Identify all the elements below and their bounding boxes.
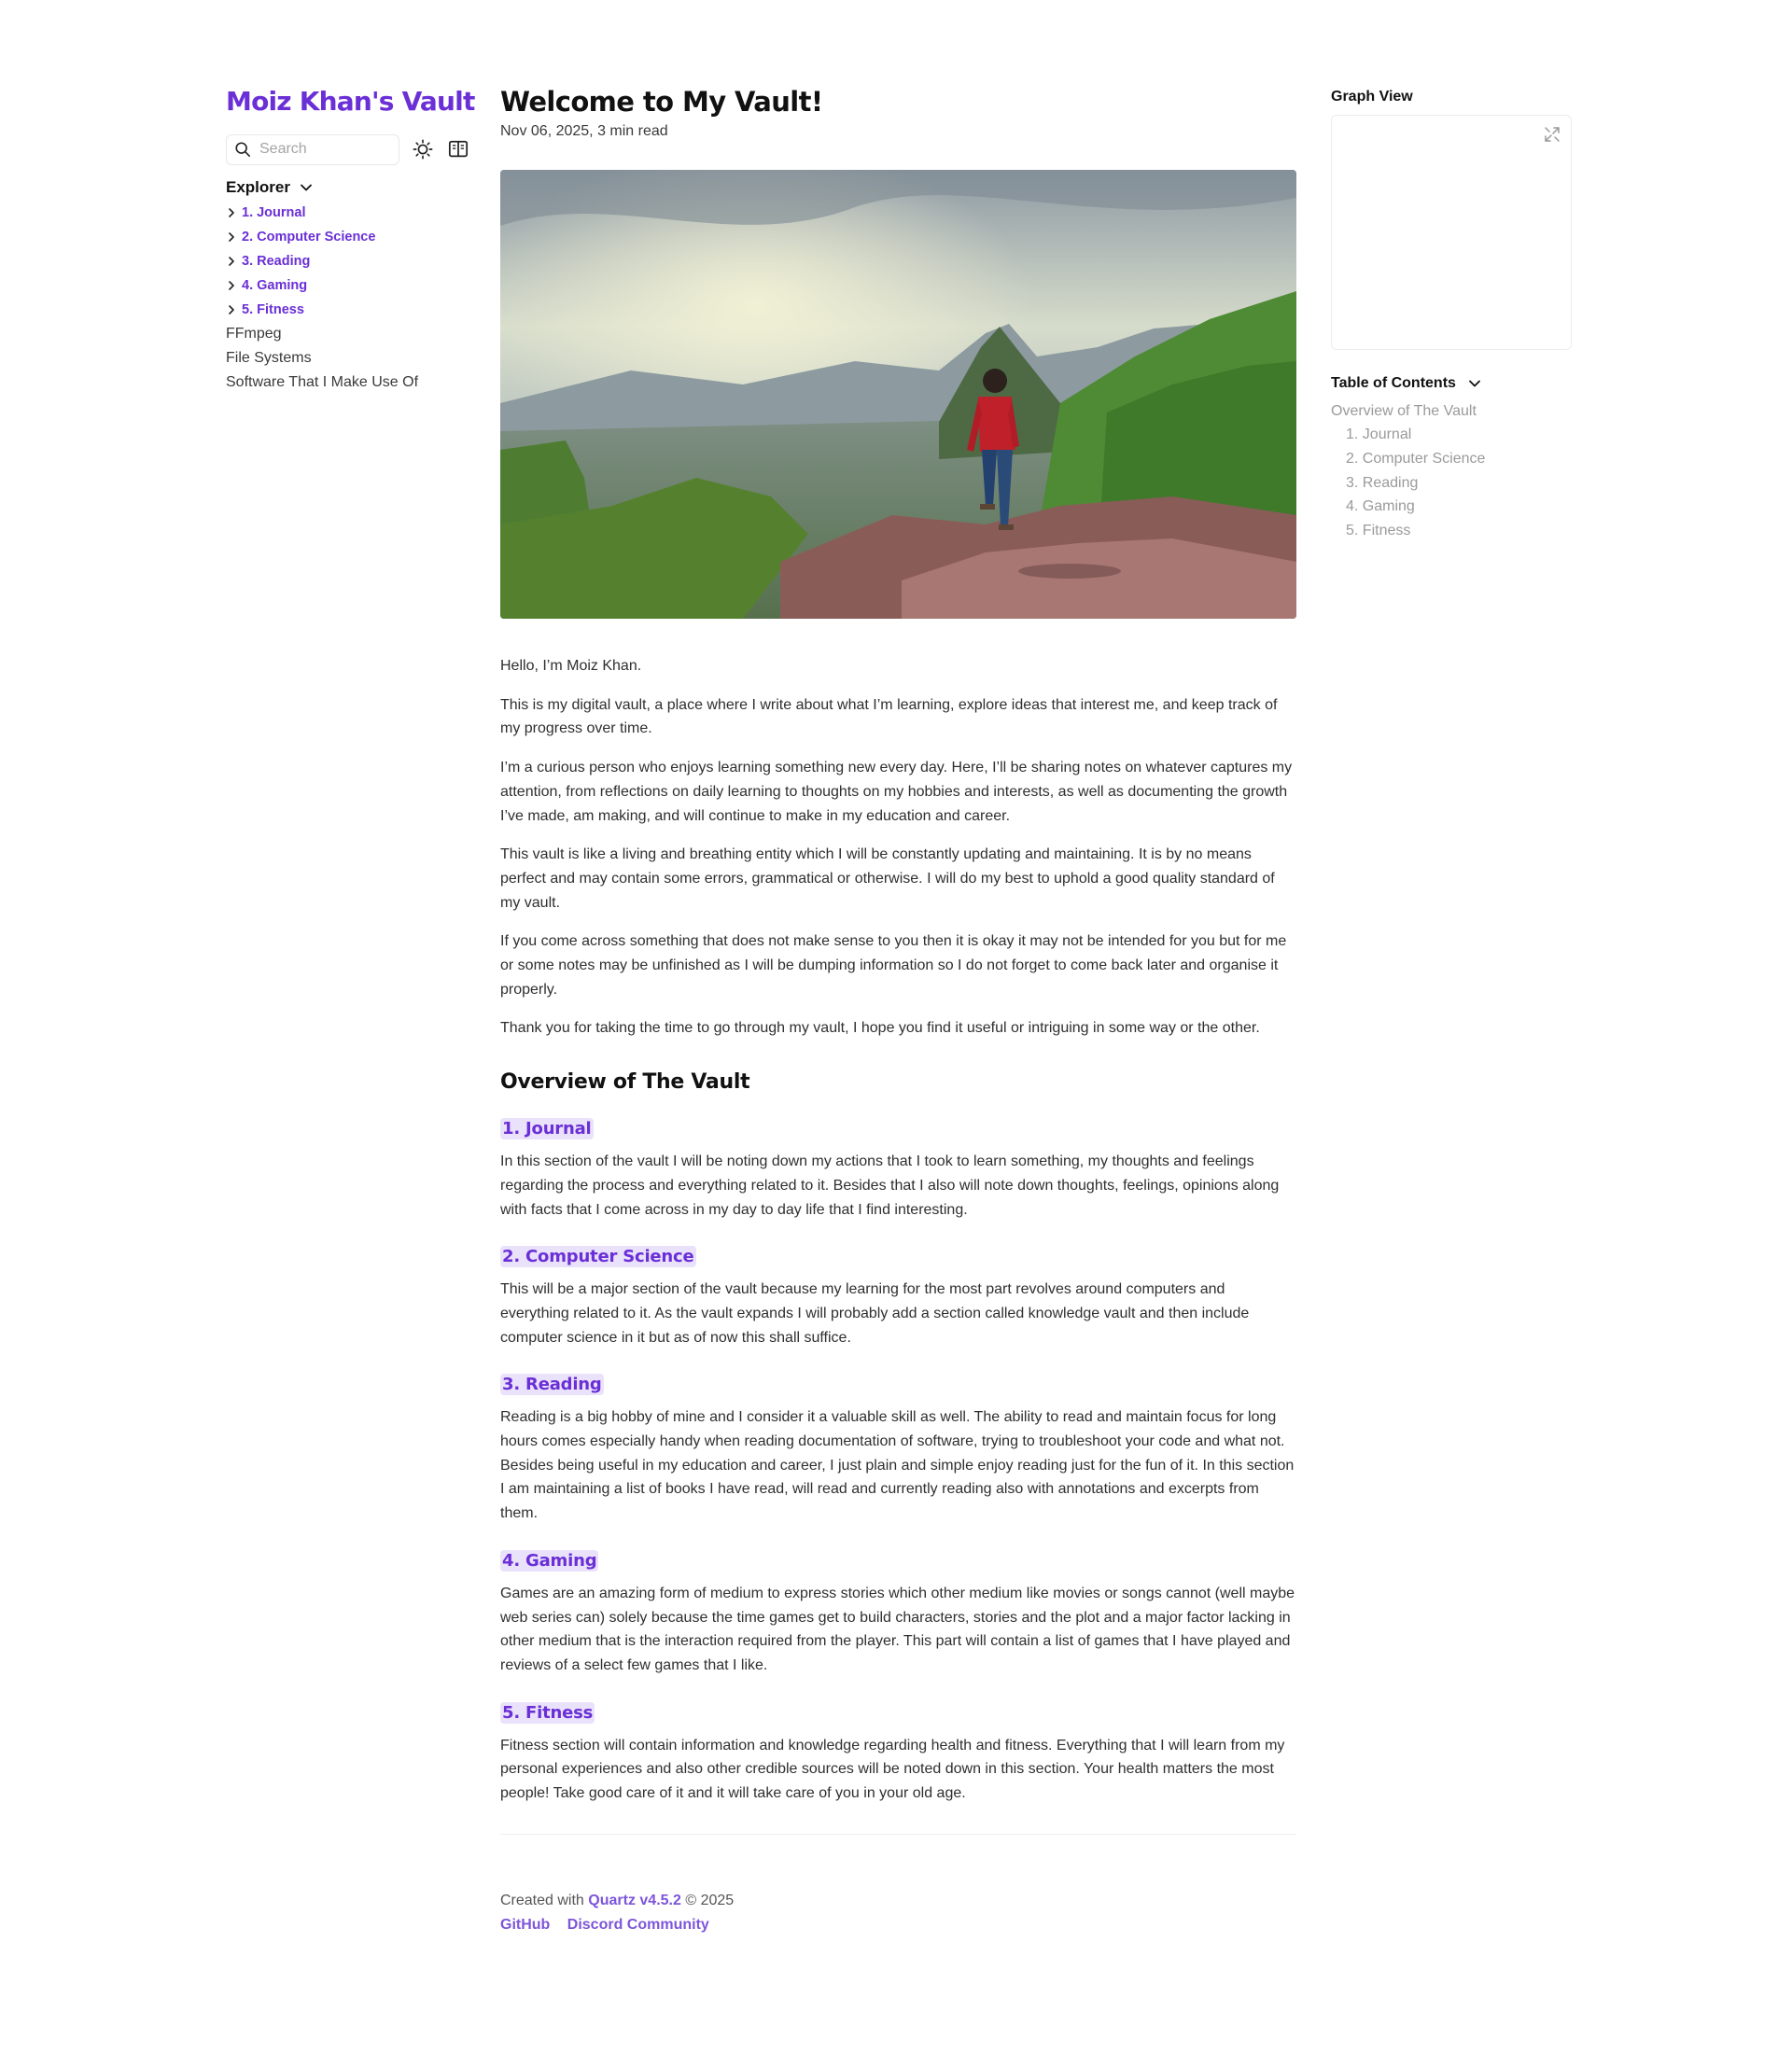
search-input[interactable] <box>226 134 399 165</box>
graph-view-title: Graph View <box>1331 89 1413 105</box>
chevron-down-icon <box>299 180 314 195</box>
chevron-right-icon <box>226 231 237 243</box>
explorer-toggle[interactable] <box>226 178 478 197</box>
section-link-fitness[interactable]: 5. Fitness <box>502 1702 594 1723</box>
section-link-gaming[interactable]: 4. Gaming <box>502 1550 597 1571</box>
folder-label: 4. Gaming <box>242 278 308 293</box>
hero-image <box>500 170 1296 619</box>
copyright: © 2025 <box>685 1892 735 1908</box>
chevron-right-icon <box>226 256 237 267</box>
chevron-down-icon <box>1467 376 1482 391</box>
theme-toggle-button[interactable] <box>411 137 435 161</box>
search-icon <box>234 141 251 158</box>
folder-label: 2. Computer Science <box>242 230 376 245</box>
landscape-photo <box>500 170 1296 619</box>
left-sidebar <box>226 86 478 395</box>
footer-divider <box>500 1834 1296 1835</box>
discord-link[interactable]: Discord Community <box>567 1916 709 1933</box>
chevron-right-icon <box>226 207 237 218</box>
intro-paragraph: Hello, I’m Moiz Khan. <box>500 658 642 674</box>
toc-item-computer-science[interactable]: 2. Computer Science <box>1346 450 1486 467</box>
toc-item-reading[interactable]: 3. Reading <box>1346 474 1419 491</box>
folder-label: 1. Journal <box>242 205 306 220</box>
toolbar <box>226 133 478 165</box>
folder-gaming[interactable] <box>226 273 478 298</box>
sun-icon <box>413 139 433 160</box>
overview-heading: Overview of The Vault <box>500 1070 750 1095</box>
section-heading-computer-science <box>500 1246 1296 1266</box>
site-title[interactable]: Moiz Khan's Vault <box>226 86 475 117</box>
intro-paragraph: This vault is like a living and breathing entity which I will be constantly updating and maintaining. It is by no means perfect and may contain some errors, grammatical or otherwise. I will do my best to uphold a good quality standard of my vault. <box>500 846 1275 911</box>
book-icon <box>448 139 469 160</box>
article-meta: Nov 06, 2025, 3 min read <box>500 123 668 139</box>
section-heading-gaming <box>500 1550 1296 1571</box>
section-link-journal[interactable]: 1. Journal <box>502 1119 592 1139</box>
toc-item-journal[interactable]: 1. Journal <box>1346 426 1412 443</box>
footer-links <box>500 1913 1296 1937</box>
folder-reading[interactable] <box>226 249 478 273</box>
section-paragraph: This will be a major section of the vault because my learning for the most part revolves around computers and everything related to it. As the vault expands I will probably add a section called knowledge vault and then include computer science in it but as of now this shall suffice. <box>500 1281 1250 1346</box>
section-link-computer-science[interactable]: 2. Computer Science <box>502 1247 694 1267</box>
graph-view[interactable] <box>1331 115 1572 350</box>
article-body <box>500 654 1296 1806</box>
article <box>500 86 1296 1937</box>
explorer-tree <box>226 201 478 395</box>
explorer-label: Explorer <box>226 178 290 196</box>
reader-mode-button[interactable] <box>446 137 470 161</box>
chevron-right-icon <box>226 304 237 315</box>
section-link-reading[interactable]: 3. Reading <box>502 1375 602 1395</box>
folder-computer-science[interactable] <box>226 225 478 249</box>
section-heading-reading <box>500 1374 1296 1394</box>
right-sidebar <box>1331 89 1572 543</box>
quartz-link[interactable]: Quartz v4.5.2 <box>588 1892 681 1908</box>
chevron-right-icon <box>226 280 237 291</box>
github-link[interactable]: GitHub <box>500 1916 551 1933</box>
folder-journal[interactable] <box>226 201 478 225</box>
table-of-contents <box>1331 399 1572 543</box>
folder-label: 3. Reading <box>242 254 311 269</box>
file-software-that-i-make-use-of[interactable]: Software That I Make Use Of <box>226 374 419 390</box>
expand-graph-icon[interactable] <box>1543 125 1561 144</box>
page-title: Welcome to My Vault! <box>500 86 823 118</box>
created-prefix: Created with <box>500 1892 584 1908</box>
intro-paragraph: Thank you for taking the time to go through my vault, I hope you find it useful or intriguing in some way or the other. <box>500 1020 1260 1037</box>
footer-credit <box>500 1889 1296 1913</box>
file-file-systems[interactable]: File Systems <box>226 350 312 366</box>
toc-item-gaming[interactable]: 4. Gaming <box>1346 498 1415 515</box>
folder-label: 5. Fitness <box>242 302 304 317</box>
toc-toggle[interactable] <box>1331 375 1572 392</box>
search-placeholder: Search <box>259 141 307 157</box>
intro-paragraph: If you come across something that does not make sense to you then it is okay it may not be intended for you but for me or some notes may be unfinished as I will be dumping information so I do not forget to come back later and organise it properly. <box>500 933 1287 998</box>
folder-fitness[interactable] <box>226 298 478 322</box>
intro-paragraph: This is my digital vault, a place where I write about what I’m learning, explore ideas that interest me, and keep track of my progress over time. <box>500 696 1278 737</box>
section-paragraph: Fitness section will contain information and knowledge regarding health and fitness. Everything that I will learn from my personal experiences and also other credible sources will be noted down in this section. Your health matters the most people! Take good care of it and it will take care of you in your old age. <box>500 1737 1285 1802</box>
toc-item-fitness[interactable]: 5. Fitness <box>1346 522 1411 538</box>
section-paragraph: Reading is a big hobby of mine and I consider it a valuable skill as well. The ability to read and maintain focus for long hours comes especially handy when reading documentation of software, trying to troubleshoot your code and what not. Besides being useful in my education and career, I just plain and simple enjoy reading just for the fun of it. In this section I am maintaining a list of books I have read, will read and currently reading also with annotations and excerpts from them. <box>500 1409 1295 1522</box>
section-heading-fitness <box>500 1702 1296 1723</box>
section-paragraph: Games are an amazing form of medium to express stories which other medium like movies or songs cannot (well maybe web series can) solely because the time games get to build characters, stories and the plot and a major factor lacking in other medium that is the interaction required from the player. This part will contain a list of games that I have played and reviews of a select few games that I like. <box>500 1585 1295 1673</box>
footer <box>500 1889 1296 1937</box>
intro-paragraph: I’m a curious person who enjoys learning something new every day. Here, I’ll be sharing notes on whatever captures my attention, from reflections on daily learning to thoughts on my hobbies and interests, as well as documenting the growth I’ve made, am making, and will continue to make in my education and career. <box>500 760 1293 824</box>
section-paragraph: In this section of the vault I will be noting down my actions that I took to learn something, my thoughts and feelings regarding the process and everything related to it. Besides that I also will note down thoughts, feelings, opinions along with facts that I come across in my day to day life that I find interesting. <box>500 1153 1280 1218</box>
toc-item-overview[interactable]: Overview of The Vault <box>1331 402 1477 419</box>
section-heading-journal <box>500 1118 1296 1139</box>
toc-title: Table of Contents <box>1331 375 1456 391</box>
file-ffmpeg[interactable]: FFmpeg <box>226 326 282 342</box>
